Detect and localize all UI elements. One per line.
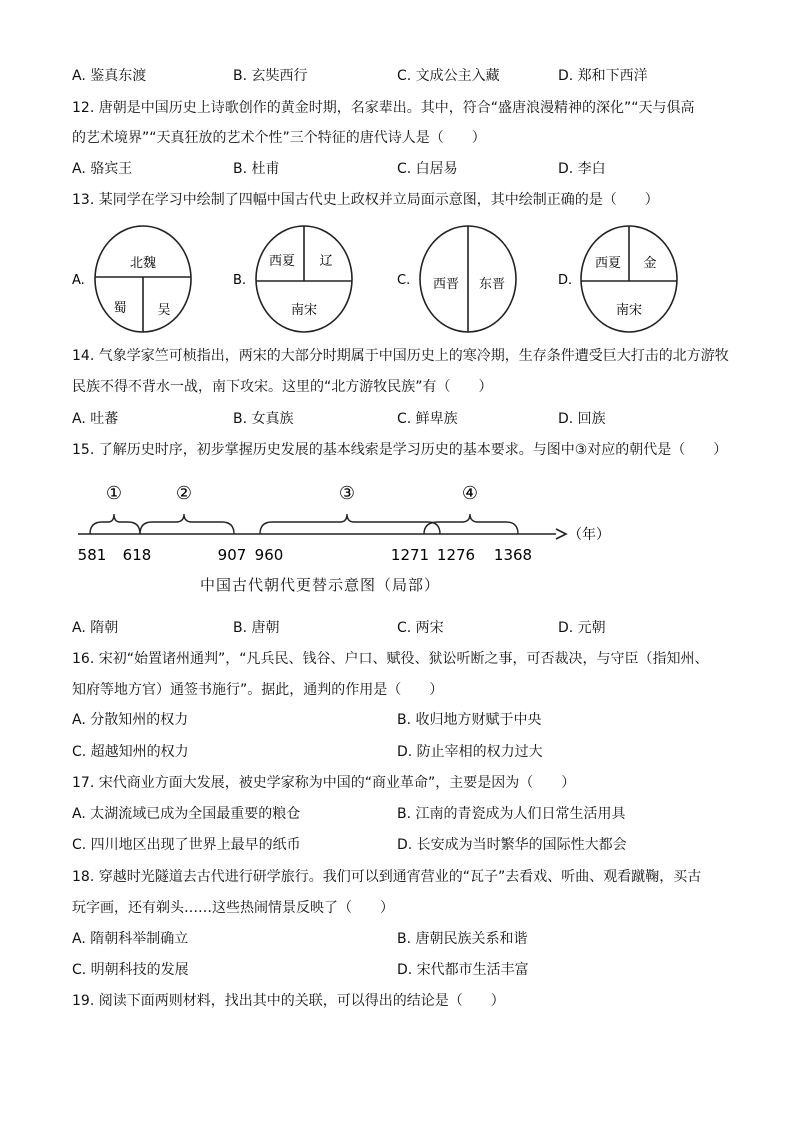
brace-1	[90, 514, 140, 534]
year-581: 581	[77, 546, 107, 564]
diagram-c	[420, 226, 516, 332]
q15-stem: 15. 了解历史时序，初步掌握历史发展的基本线索是学习历史的基本要求。与图中③对应的朝代是（ ）	[72, 442, 728, 458]
diagram-b-label-2: 辽	[319, 254, 333, 269]
q12-option-b: B. 杜甫	[233, 161, 280, 177]
q15-timeline	[0, 476, 794, 568]
q18-option-d: D. 宋代都市生活丰富	[397, 962, 529, 978]
diagram-c-label-2: 东晋	[478, 277, 506, 292]
timeline-arrow	[556, 529, 566, 539]
q15-option-d: D. 元朝	[558, 620, 606, 636]
timeline-marker-3: ③	[338, 483, 356, 504]
q16-stem-line1: 16. 宋初“始置诸州通判”，“凡兵民、钱谷、户口、赋役、狱讼听断之事，可否裁决，与守臣（指知州、	[72, 651, 709, 667]
q11-option-c: C. 文成公主入藏	[397, 68, 500, 84]
diagram-b	[256, 226, 352, 332]
diagram-d-letter: D.	[558, 273, 573, 288]
q17-option-b: B. 江南的青瓷成为人们日常生活用具	[397, 806, 626, 822]
diagram-d-label-1: 西夏	[594, 256, 622, 271]
diagram-c-label-1: 西晋	[432, 277, 460, 292]
year-1276: 1276	[436, 546, 476, 564]
brace-3	[260, 514, 440, 534]
q18-stem-line2: 玩字画，还有剃头……这些热闹情景反映了（ ）	[72, 900, 394, 916]
diagram-a-letter: A.	[72, 273, 85, 288]
q17-option-d: D. 长安成为当时繁华的国际性大都会	[397, 837, 627, 853]
q12-option-c: C. 白居易	[397, 161, 458, 177]
timeline-marker-2: ②	[175, 483, 193, 504]
brace-4	[424, 514, 518, 534]
diagram-c-letter: C.	[397, 273, 411, 288]
q18-stem-line1: 18. 穿越时光隧道去古代进行研学旅行。我们可以到通宵营业的“瓦子”去看戏、听曲、观看蹴鞠，买古	[72, 869, 702, 885]
year-907: 907	[217, 546, 247, 564]
q17-stem: 17. 宋代商业方面大发展，被史学家称为中国的“商业革命”，主要是因为（ ）	[72, 775, 576, 791]
diagram-b-label-1: 西夏	[268, 254, 296, 269]
q14-option-c: C. 鲜卑族	[397, 411, 458, 427]
q12-stem-line1: 12. 唐朝是中国历史上诗歌创作的黄金时期，名家辈出。其中，符合“盛唐浪漫精神的深化”“天与俱高	[72, 100, 695, 116]
q16-option-c: C. 超越知州的权力	[72, 744, 189, 760]
year-1368: 1368	[493, 546, 533, 564]
q15-option-a: A. 隋朝	[72, 620, 119, 636]
q12-stem-line2: 的艺术境界”“天真狂放的艺术个性”三个特征的唐代诗人是（ ）	[72, 130, 486, 146]
diagram-a-label-2: 蜀	[113, 301, 127, 316]
diagram-d-label-2: 金	[643, 256, 657, 271]
brace-2	[140, 514, 234, 534]
diagram-d	[581, 226, 677, 332]
year-960: 960	[254, 546, 284, 564]
diagram-b-letter: B.	[233, 273, 247, 288]
timeline-marker-1: ①	[105, 483, 123, 504]
q18-option-b: B. 唐朝民族关系和谐	[397, 931, 528, 947]
q12-option-a: A. 骆宾王	[72, 161, 133, 177]
q16-stem-line2: 知府等地方官）通签书施行”。据此，通判的作用是（ ）	[72, 682, 444, 698]
q18-option-c: C. 明朝科技的发展	[72, 962, 189, 978]
q19-stem: 19. 阅读下面两则材料，找出其中的关联，可以得出的结论是（ ）	[72, 993, 505, 1009]
q18-option-a: A. 隋朝科举制确立	[72, 931, 189, 947]
timeline-caption: 中国古代朝代更替示意图（局部）	[200, 576, 441, 594]
year-618: 618	[122, 546, 152, 564]
q14-stem-line2: 民族不得不背水一战，南下攻宋。这里的“北方游牧民族”有（ ）	[72, 379, 493, 395]
q17-option-c: C. 四川地区出现了世界上最早的纸币	[72, 837, 301, 853]
diagram-a-label-3: 吴	[157, 303, 171, 318]
q11-option-a: A. 鉴真东渡	[72, 68, 147, 84]
q14-option-a: A. 吐蕃	[72, 411, 119, 427]
q16-option-b: B. 收归地方财赋于中央	[397, 712, 542, 728]
diagram-a	[95, 226, 191, 332]
diagram-b-label-3: 南宋	[290, 303, 318, 318]
q15-option-b: B. 唐朝	[233, 620, 280, 636]
q15-option-c: C. 两宋	[397, 620, 444, 636]
year-1271: 1271	[390, 546, 430, 564]
q11-option-b: B. 玄奘西行	[233, 68, 308, 84]
q14-option-b: B. 女真族	[233, 411, 294, 427]
q17-option-a: A. 太湖流域已成为全国最重要的粮仓	[72, 806, 301, 822]
diagram-d-label-3: 南宋	[615, 303, 643, 318]
q14-option-d: D. 回族	[558, 411, 606, 427]
q13-diagrams	[0, 220, 794, 340]
q16-option-a: A. 分散知州的权力	[72, 712, 189, 728]
q16-option-d: D. 防止宰相的权力过大	[397, 744, 543, 760]
q11-option-d: D. 郑和下西洋	[558, 68, 648, 84]
q13-stem: 13. 某同学在学习中绘制了四幅中国古代史上政权并立局面示意图，其中绘制正确的是（ ）	[72, 192, 659, 208]
diagram-a-label-1: 北魏	[129, 256, 157, 271]
timeline-unit: （年）	[568, 527, 610, 543]
q12-option-d: D. 李白	[558, 161, 606, 177]
timeline-marker-4: ④	[461, 483, 479, 504]
q14-stem-line1: 14. 气象学家竺可桢指出，两宋的大部分时期属于中国历史上的寒冷期，生存条件遭受巨大打击的北方游牧	[72, 348, 729, 364]
